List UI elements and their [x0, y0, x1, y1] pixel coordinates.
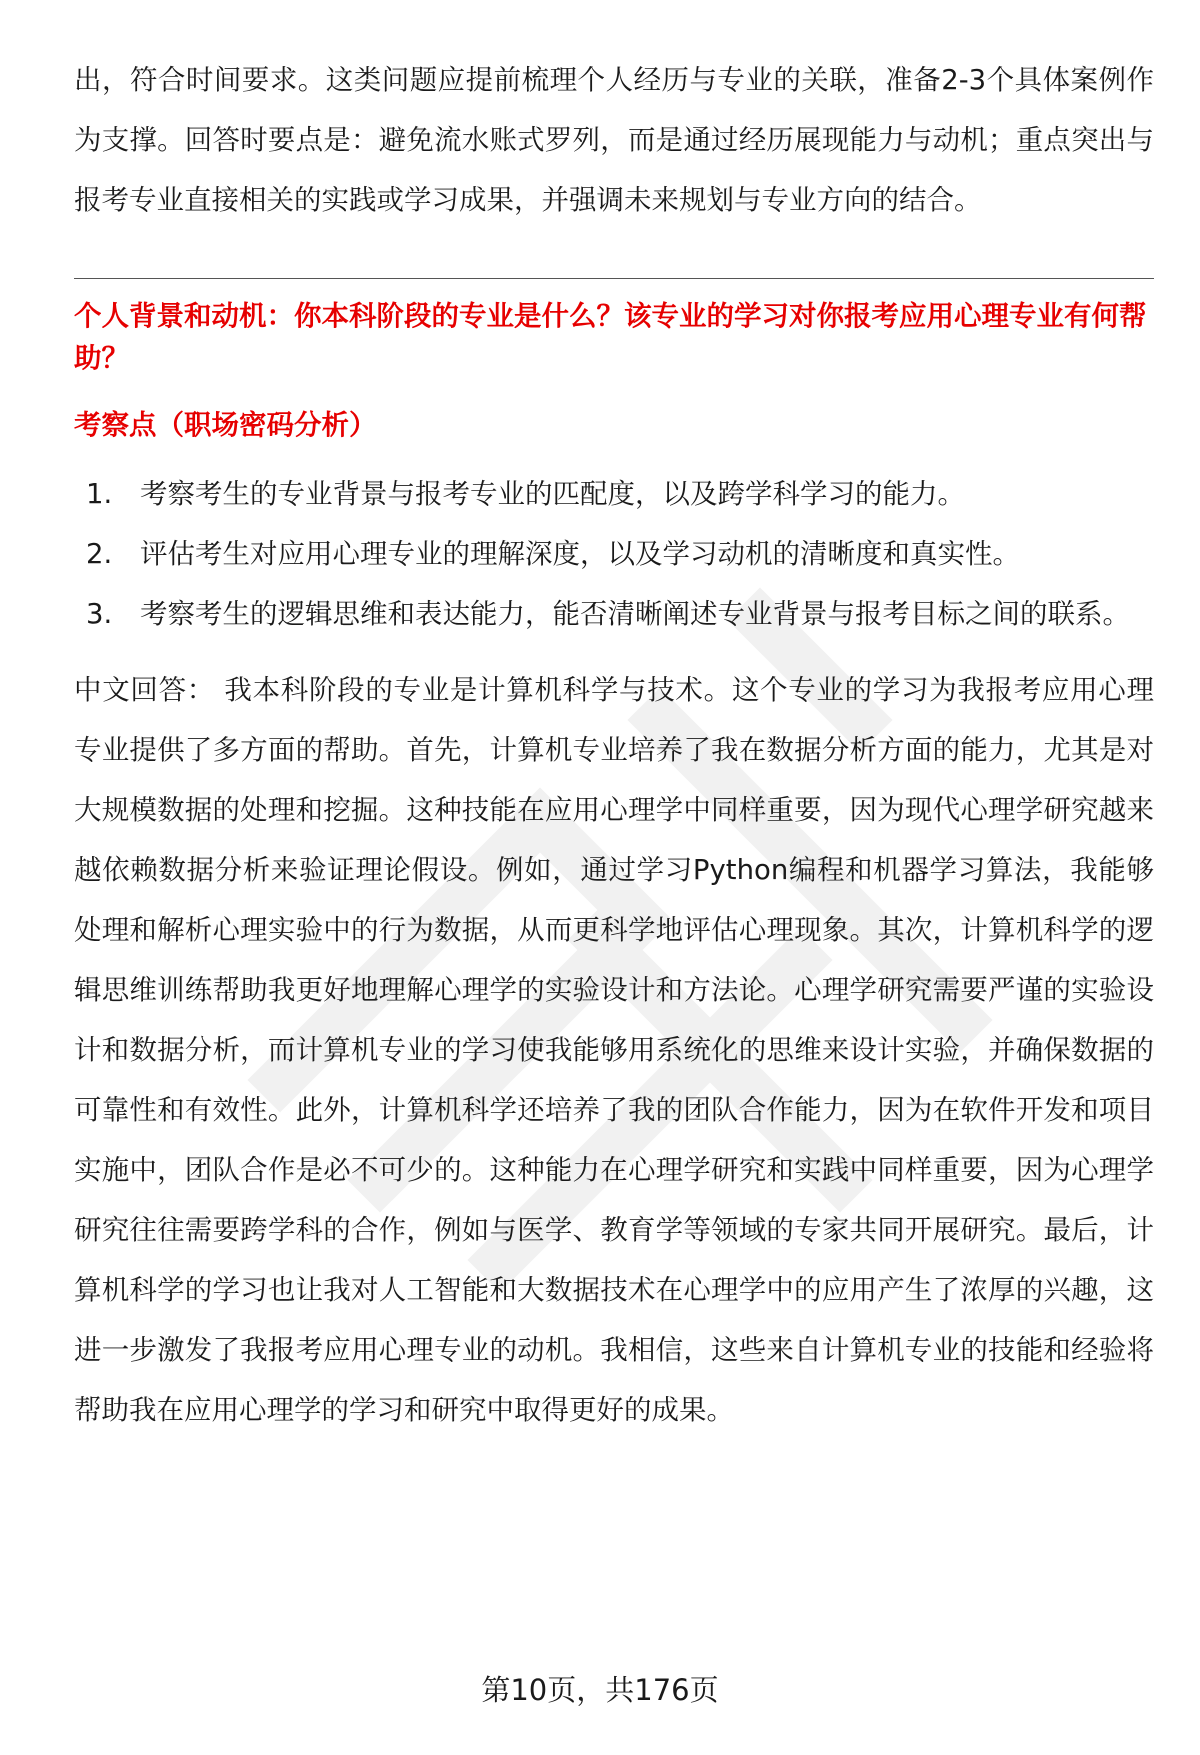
- list-text: 评估考生对应用心理专业的理解深度，以及学习动机的清晰度和真实性。: [140, 538, 1020, 570]
- section-divider: [74, 278, 1154, 279]
- intro-paragraph: 出，符合时间要求。这类问题应提前梳理个人经历与专业的关联，准备2-3个具体案例作为支撑。回答时要点是：避免流水账式罗列，而是通过经历展现能力与动机；重点突出与报考专业直接相关的实践或学习成果，并强调未来规划与专业方向的结合。: [74, 64, 1154, 216]
- page-footer: 第10页，共176页: [481, 1673, 719, 1707]
- list-number: 1.: [86, 478, 113, 510]
- list-item: [74, 584, 1154, 644]
- list-number: 3.: [86, 598, 113, 630]
- assessment-heading: 考察点（职场密码分析）: [74, 409, 377, 441]
- list-item: [74, 524, 1154, 584]
- list-text: 考察考生的逻辑思维和表达能力，能否清晰阐述专业背景与报考目标之间的联系。: [140, 598, 1130, 630]
- answer-paragraph: 中文回答： 我本科阶段的专业是计算机科学与技术。这个专业的学习为我报考应用心理专业提供了多方面的帮助。首先，计算机专业培养了我在数据分析方面的能力，尤其是对大规模数据的处理和挖掘。这种技能在应用心理学中同样重要，因为现代心理学研究越来越依赖数据分析来验证理论假设。例如，通过学习Python编程和机器学习算法，我能够处理和解析心理实验中的行为数据，从而更科学地评估心理现象。其次，计算机科学的逻辑思维训练帮助我更好地理解心理学的实验设计和方法论。心理学研究需要严谨的实验设计和数据分析，而计算机专业的学习使我能够用系统化的思维来设计实验，并确保数据的可靠性和有效性。此外，计算机科学还培养了我的团队合作能力，因为在软件开发和项目实施中，团队合作是必不可少的。这种能力在心理学研究和实践中同样重要，因为心理学研究往往需要跨学科的合作，例如与医学、教育学等领域的专家共同开展研究。最后，计算机科学的学习也让我对人工智能和大数据技术在心理学中的应用产生了浓厚的兴趣，这进一步激发了我报考应用心理专业的动机。我相信，这些来自计算机专业的技能和经验将帮助我在应用心理学的学习和研究中取得更好的成果。: [74, 674, 1154, 1426]
- list-item: [74, 464, 1154, 524]
- question-title: 个人背景和动机：你本科阶段的专业是什么？该专业的学习对你报考应用心理专业有何帮助？: [74, 300, 1147, 374]
- list-number: 2.: [86, 538, 113, 570]
- document-page: [74, 50, 1154, 1440]
- assessment-list: [74, 464, 1154, 644]
- list-text: 考察考生的专业背景与报考专业的匹配度，以及跨学科学习的能力。: [140, 478, 965, 510]
